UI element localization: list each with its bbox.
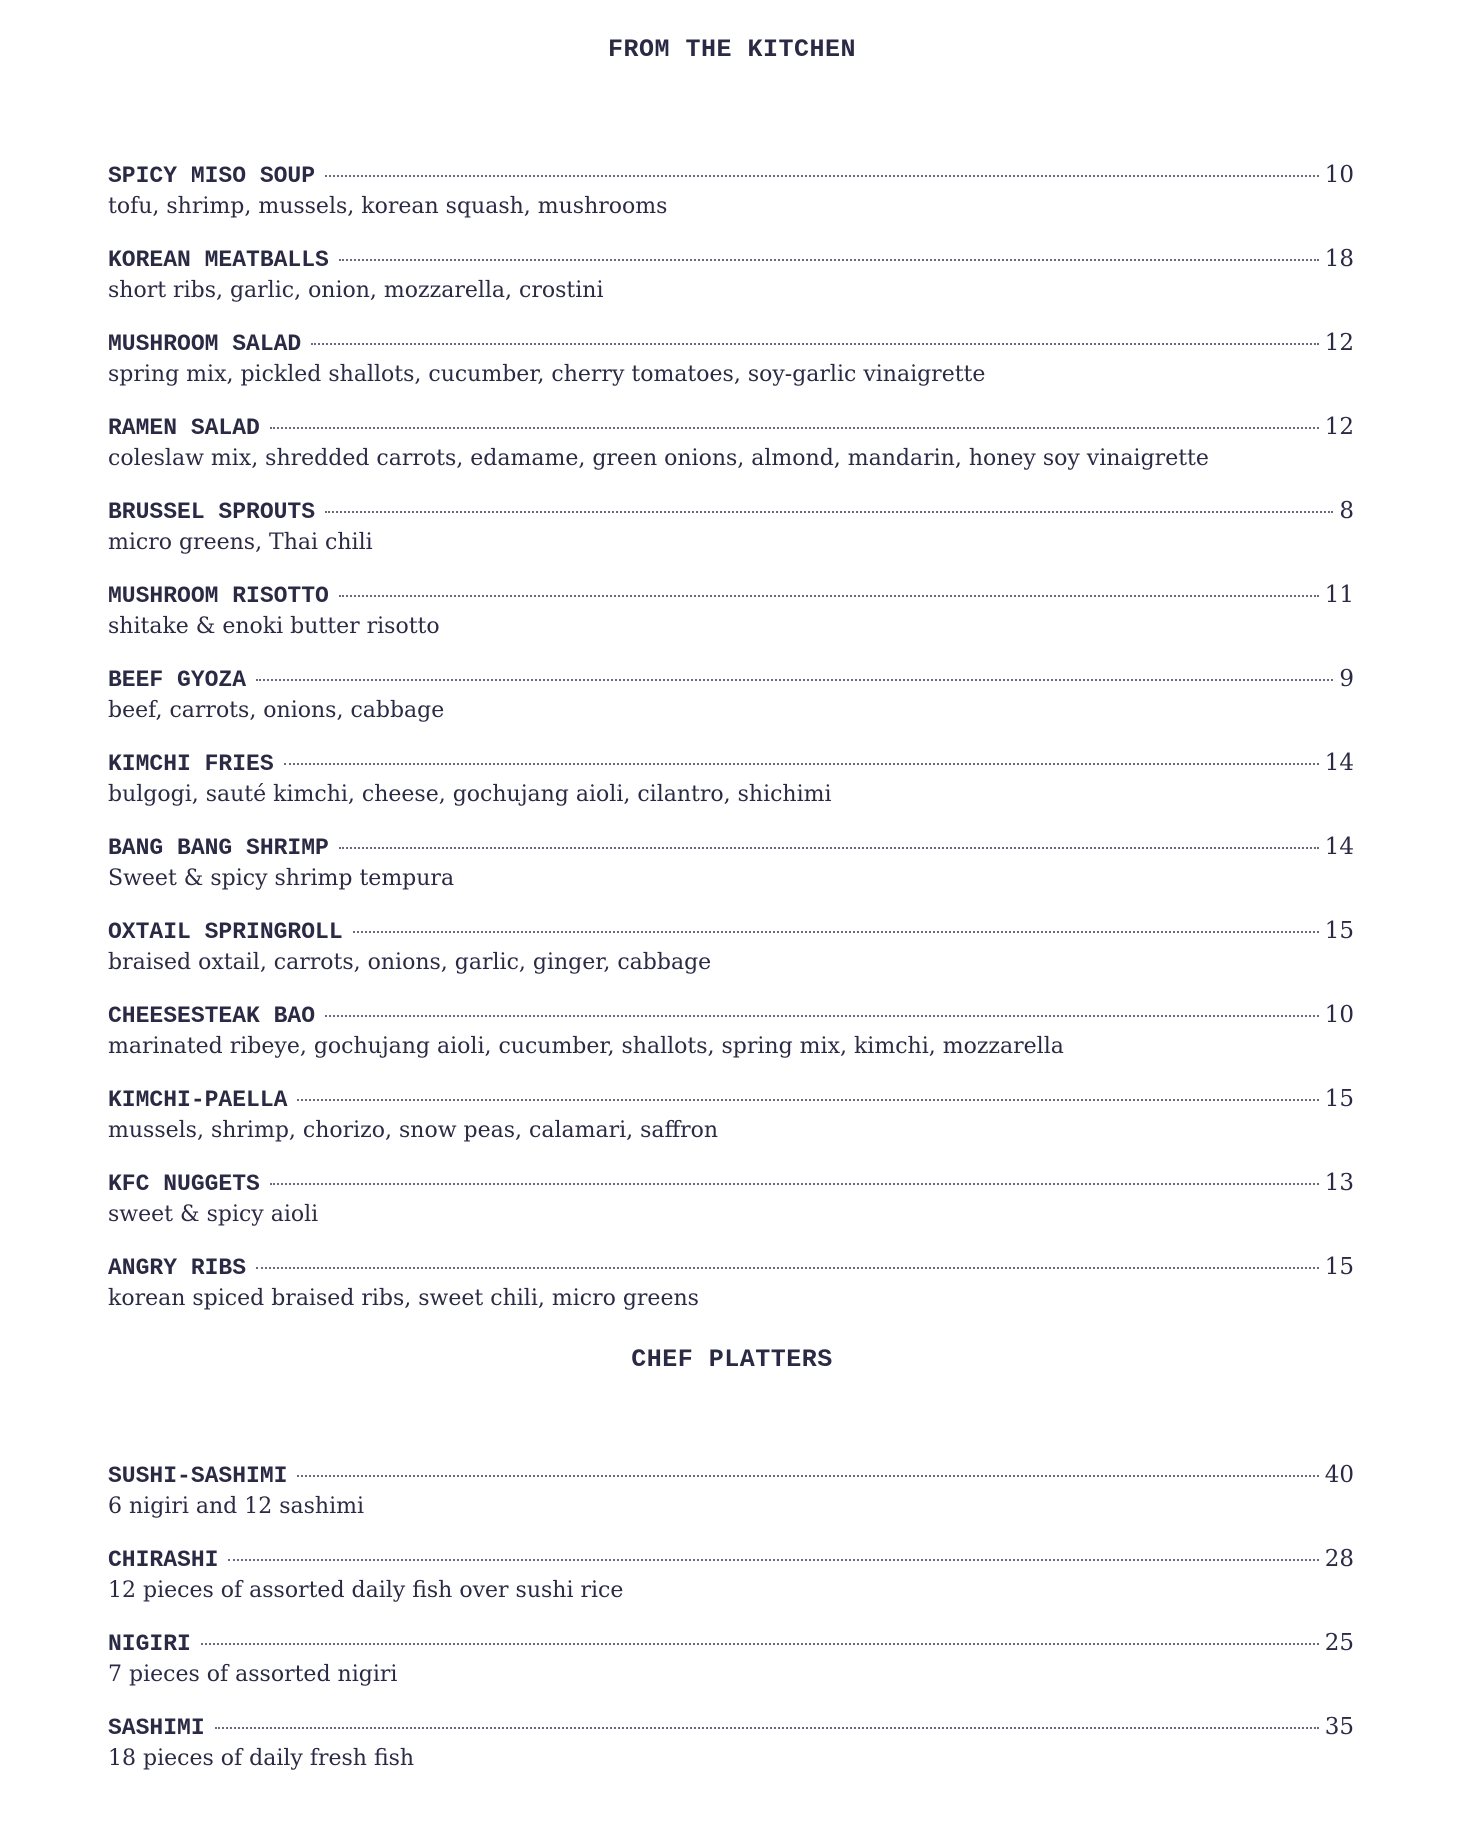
menu-item: [108, 666, 1354, 723]
menu-item-name: ANGRY RIBS: [108, 1255, 247, 1281]
dot-leader: [270, 427, 1319, 429]
menu-item-name: SASHIMI: [108, 1715, 205, 1741]
dot-leader: [325, 511, 1333, 513]
menu-item-description: mussels, shrimp, chorizo, snow peas, calamari, saffron: [108, 1118, 719, 1143]
menu-item-line: [108, 1546, 1354, 1580]
menu-item-name: KOREAN MEATBALLS: [108, 247, 329, 273]
menu-item-price: 13: [1324, 1170, 1354, 1196]
section-title-chef-platters: CHEF PLATTERS: [631, 1345, 833, 1374]
menu-item-line: [108, 330, 1354, 364]
dot-leader: [256, 679, 1333, 681]
menu-item-description: marinated ribeye, gochujang aioli, cucumber, shallots, spring mix, kimchi, mozzarella: [108, 1034, 1064, 1059]
menu-item-description: tofu, shrimp, mussels, korean squash, mushrooms: [108, 194, 668, 219]
menu-item-description: sweet & spicy aioli: [108, 1202, 319, 1227]
dot-leader: [325, 1015, 1319, 1017]
menu-item-line: [108, 162, 1354, 196]
menu-item-description: Sweet & spicy shrimp tempura: [108, 866, 455, 891]
dot-leader: [228, 1559, 1318, 1561]
menu-item-name: CHEESESTEAK BAO: [108, 1003, 316, 1029]
menu-item-price: 14: [1324, 834, 1354, 860]
menu-item-description: braised oxtail, carrots, onions, garlic, ginger, cabbage: [108, 950, 712, 975]
menu-item-line: [108, 1462, 1354, 1496]
menu-item-price: 18: [1324, 246, 1354, 272]
dot-leader: [284, 763, 1319, 765]
dot-leader: [201, 1643, 1319, 1645]
menu-item-line: [108, 1630, 1354, 1664]
menu-item-price: 15: [1324, 1086, 1354, 1112]
menu-item-line: [108, 414, 1354, 448]
menu-item-description: coleslaw mix, shredded carrots, edamame, green onions, almond, mandarin, honey soy vinaigrette: [108, 446, 1209, 471]
dot-leader: [311, 343, 1318, 345]
menu-item-price: 25: [1324, 1630, 1354, 1656]
menu-item-price: 14: [1324, 750, 1354, 776]
menu-item-line: [108, 1254, 1354, 1288]
menu-item-name: BRUSSEL SPROUTS: [108, 499, 316, 525]
menu-item-name: SPICY MISO SOUP: [108, 163, 316, 189]
menu-item-price: 11: [1324, 582, 1354, 608]
menu-item-line: [108, 750, 1354, 784]
menu-item-price: 9: [1339, 666, 1354, 692]
menu-item-name: KIMCHI-PAELLA: [108, 1087, 288, 1113]
menu-item: [108, 750, 1354, 807]
menu-item-description: beef, carrots, onions, cabbage: [108, 698, 445, 723]
menu-item: [108, 1630, 1354, 1687]
menu-item-line: [108, 918, 1354, 952]
dot-leader: [339, 595, 1319, 597]
menu-item: [108, 918, 1354, 975]
menu-item-name: BANG BANG SHRIMP: [108, 835, 329, 861]
menu-item: [108, 414, 1354, 471]
menu-item-line: [108, 498, 1354, 532]
menu-item-name: CHIRASHI: [108, 1547, 219, 1573]
menu-item: [108, 330, 1354, 387]
menu-item-price: 15: [1324, 1254, 1354, 1280]
menu-item-line: [108, 1086, 1354, 1120]
menu-item-price: 12: [1324, 414, 1354, 440]
dot-leader: [215, 1727, 1319, 1729]
menu-item-name: OXTAIL SPRINGROLL: [108, 919, 343, 945]
menu-item: [108, 1462, 1354, 1519]
menu-item-name: MUSHROOM RISOTTO: [108, 583, 329, 609]
menu-item-line: [108, 1170, 1354, 1204]
menu-item-line: [108, 246, 1354, 280]
menu-item-name: BEEF GYOZA: [108, 667, 247, 693]
menu-item: [108, 162, 1354, 219]
menu-item: [108, 1546, 1354, 1603]
menu-item: [108, 1254, 1354, 1311]
dot-leader: [339, 847, 1319, 849]
menu-item-price: 12: [1324, 330, 1354, 356]
menu-item-line: [108, 666, 1354, 700]
dot-leader: [325, 175, 1319, 177]
section-title-from-the-kitchen: FROM THE KITCHEN: [607, 35, 857, 64]
menu-item-price: 35: [1324, 1714, 1354, 1740]
menu-item-line: [108, 834, 1354, 868]
menu-item: [108, 1714, 1354, 1771]
menu-item-name: RAMEN SALAD: [108, 415, 260, 441]
menu-item-name: MUSHROOM SALAD: [108, 331, 302, 357]
dot-leader: [339, 259, 1319, 261]
menu-item-description: 18 pieces of daily fresh fish: [108, 1746, 415, 1771]
menu-item-line: [108, 1002, 1354, 1036]
menu-item-price: 40: [1324, 1462, 1354, 1488]
menu-item-price: 8: [1339, 498, 1354, 524]
menu-item-line: [108, 582, 1354, 616]
menu-item-price: 15: [1324, 918, 1354, 944]
menu-item-name: NIGIRI: [108, 1631, 191, 1657]
menu-item: [108, 1170, 1354, 1227]
dot-leader: [256, 1267, 1319, 1269]
dot-leader: [297, 1099, 1318, 1101]
menu-item: [108, 834, 1354, 891]
menu-item-name: KIMCHI FRIES: [108, 751, 274, 777]
menu-item-description: 7 pieces of assorted nigiri: [108, 1662, 398, 1687]
menu-item-name: SUSHI-SASHIMI: [108, 1463, 288, 1489]
menu-item-description: spring mix, pickled shallots, cucumber, cherry tomatoes, soy-garlic vinaigrette: [108, 362, 986, 387]
menu-item-price: 28: [1324, 1546, 1354, 1572]
menu-item-description: bulgogi, sauté kimchi, cheese, gochujang aioli, cilantro, shichimi: [108, 782, 832, 807]
menu-item-description: korean spiced braised ribs, sweet chili, micro greens: [108, 1286, 699, 1311]
dot-leader: [270, 1183, 1319, 1185]
menu-item-price: 10: [1324, 1002, 1354, 1028]
menu-item-description: shitake & enoki butter risotto: [108, 614, 440, 639]
menu-item: [108, 1086, 1354, 1143]
menu-item-line: [108, 1714, 1354, 1748]
dot-leader: [353, 931, 1319, 933]
menu-item-description: 12 pieces of assorted daily fish over sushi rice: [108, 1578, 624, 1603]
menu-item: [108, 582, 1354, 639]
dot-leader: [297, 1475, 1318, 1477]
menu-item-description: short ribs, garlic, onion, mozzarella, crostini: [108, 278, 604, 303]
menu-item: [108, 1002, 1354, 1059]
menu-item: [108, 246, 1354, 303]
menu-item: [108, 498, 1354, 555]
menu-item-name: KFC NUGGETS: [108, 1171, 260, 1197]
menu-item-price: 10: [1324, 162, 1354, 188]
menu-item-description: micro greens, Thai chili: [108, 530, 373, 555]
menu-item-description: 6 nigiri and 12 sashimi: [108, 1494, 365, 1519]
